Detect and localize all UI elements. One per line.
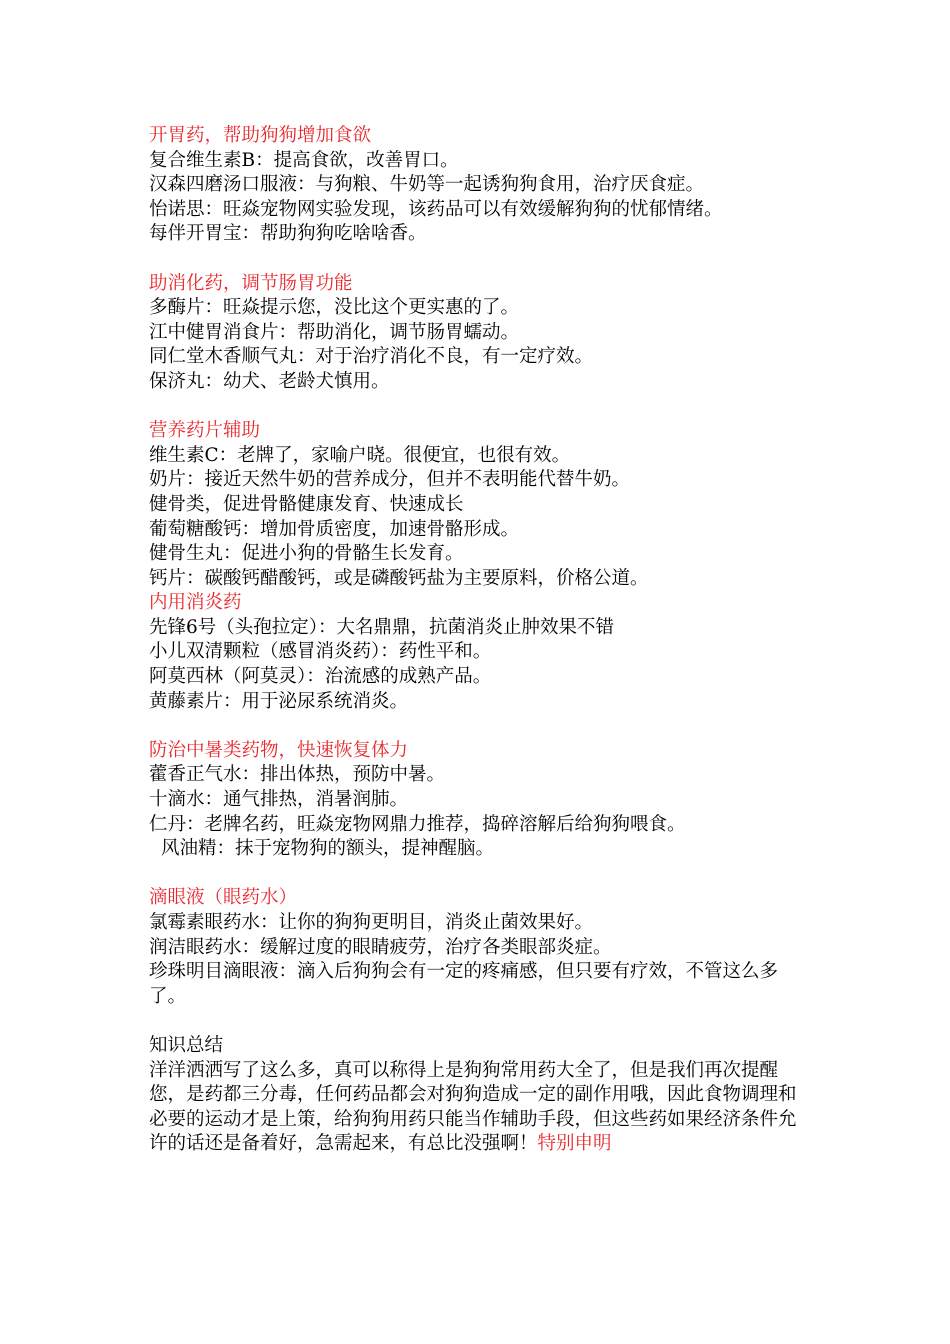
section-heading-appetite: 开胃药，帮助狗狗增加食欲 — [149, 125, 372, 146]
text-line: 葡萄糖酸钙：增加骨质密度，加速骨骼形成。 — [149, 518, 520, 540]
summary-title: 知识总结 — [149, 1034, 224, 1056]
spacer — [149, 862, 804, 887]
text-line: 珍珠明目滴眼液：滴入后狗狗会有一定的疼痛感，但只要有疗效，不管这么多了。 — [149, 961, 779, 1007]
spacer — [149, 395, 804, 420]
text-line: 氯霉素眼药水：让你的狗狗更明目，消炎止菌效果好。 — [149, 912, 594, 933]
spacer — [149, 714, 804, 739]
summary-paragraph — [149, 1059, 804, 1157]
text-line: 风油精：抹于宠物狗的额头，提神醒脑。 — [161, 838, 495, 860]
text-line: 同仁堂木香顺气丸：对于治疗消化不良，有一定疗效。 — [149, 346, 594, 368]
text-line: 健骨类，促进骨骼健康发育、快速成长 — [149, 493, 464, 515]
text-line: 小儿双清颗粒（感冒消炎药）：药性平和。 — [149, 641, 492, 663]
text-line: 每伴开胃宝：帮助狗狗吃啥啥香。 — [149, 223, 427, 245]
text-line: 阿莫西林（阿莫灵）：治流感的成熟产品。 — [149, 666, 492, 688]
document-body — [149, 124, 804, 1157]
section-heading-digestion: 助消化药，调节肠胃功能 — [149, 272, 353, 294]
section-heading-nutrition: 营养药片辅助 — [149, 420, 261, 442]
summary-body: 洋洋洒洒写了这么多，真可以称得上是狗狗常用药大全了，但是我们再次提醒您，是药都三分毒，任何药品都会对狗狗造成一定的副作用哦，因此食物调理和必要的运动才是上策，给狗狗用药只能当作辅助手段，但这些药如果经济条件允许的话还是备着好，急需起来，有总比没强啊！ — [149, 1059, 797, 1155]
text-line: 多酶片：旺焱提示您，没比这个更实惠的了。 — [149, 297, 520, 319]
text-line: 维生素C：老牌了，家喻户晓。很便宜，也很有效。 — [149, 444, 571, 466]
spacer — [149, 247, 804, 272]
section-heading-heatstroke: 防治中暑类药物，快速恢复体力 — [149, 739, 409, 761]
spacer — [149, 1009, 804, 1034]
special-statement-link[interactable]: 特别申明 — [537, 1133, 612, 1155]
text-line: 怡诺思：旺焱宠物网实验发现，该药品可以有效缓解狗狗的忧郁情绪。 — [149, 198, 723, 220]
text-line: 先锋6号（头孢拉定）：大名鼎鼎，抗菌消炎止肿效果不错 — [149, 616, 615, 638]
section-heading-eye-drops: 滴眼液（眼药水） — [149, 887, 298, 909]
text-line: 健骨生丸：促进小狗的骨骼生长发育。 — [149, 543, 464, 565]
text-line: 钙片：碳酸钙醋酸钙，或是磷酸钙盐为主要原料，价格公道。 — [149, 567, 649, 589]
text-line: 藿香正气水：排出体热，预防中暑。 — [149, 764, 446, 786]
text-line: 保济丸：幼犬、老龄犬慎用。 — [149, 370, 390, 392]
text-line: 复合维生素B：提高食欲，改善胃口。 — [149, 149, 459, 171]
text-line: 润洁眼药水：缓解过度的眼睛疲劳，治疗各类眼部炎症。 — [149, 936, 612, 958]
section-heading-anti-inflammatory: 内用消炎药 — [149, 592, 242, 614]
text-line: 江中健胃消食片：帮助消化，调节肠胃蠕动。 — [149, 321, 520, 343]
text-line: 汉森四磨汤口服液：与狗粮、牛奶等一起诱狗狗食用，治疗厌食症。 — [149, 174, 705, 196]
text-line: 十滴水：通气排热，消暑润肺。 — [149, 789, 409, 811]
text-line: 奶片：接近天然牛奶的营养成分，但并不表明能代替牛奶。 — [149, 469, 631, 491]
text-line: 仁丹：老牌名药，旺焱宠物网鼎力推荐，捣碎溶解后给狗狗喂食。 — [149, 813, 686, 835]
text-line: 黄藤素片：用于泌尿系统消炎。 — [149, 690, 409, 712]
